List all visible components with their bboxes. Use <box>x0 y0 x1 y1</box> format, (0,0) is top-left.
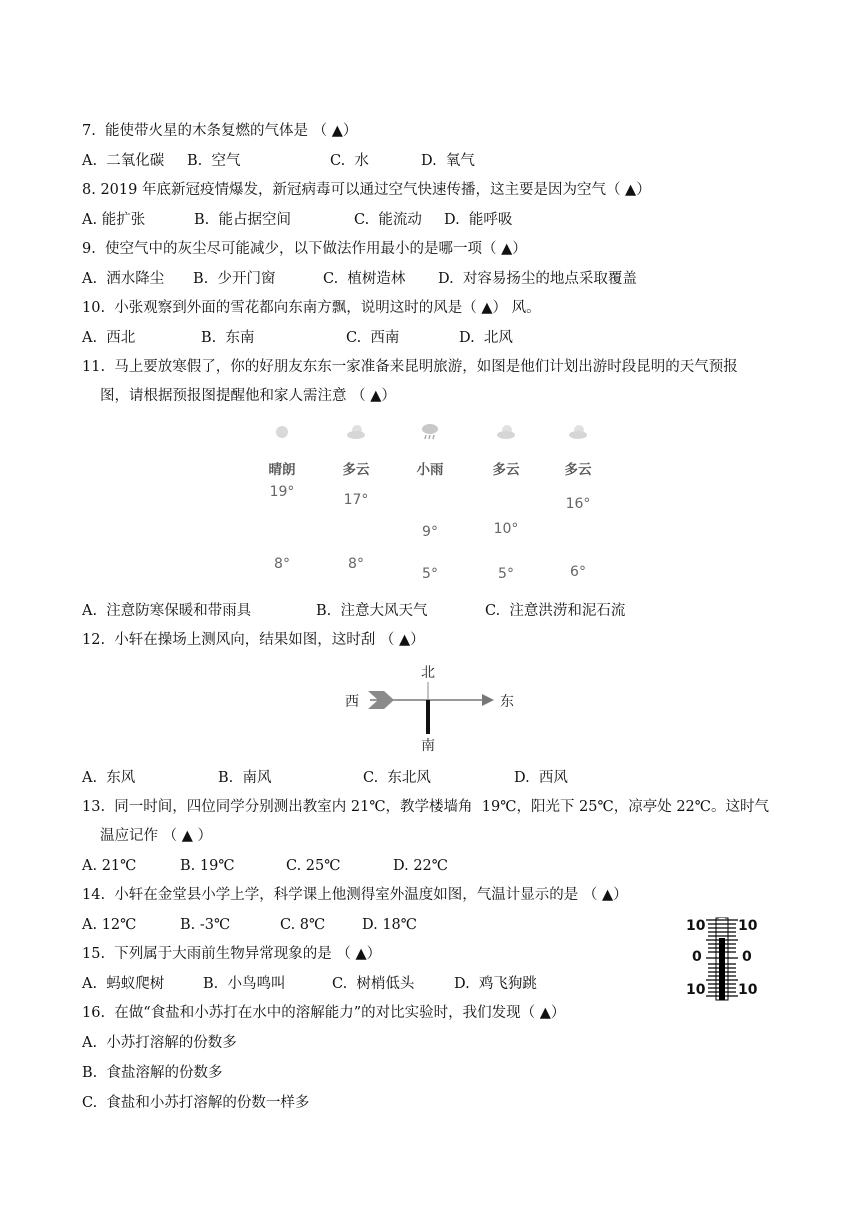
forecast-condition: 小雨 <box>416 462 444 478</box>
q15-option-b: B. 小鸟鸣叫 <box>203 976 286 992</box>
forecast-low: 8° <box>348 556 364 572</box>
compass-south-label: 南 <box>421 738 435 754</box>
q13-option-d: D. 22℃ <box>393 858 448 874</box>
q7-option-b: B. 空气 <box>187 153 241 169</box>
q12-option-a: A. 东风 <box>82 770 136 786</box>
q10-option-d: D. 北风 <box>459 330 513 346</box>
q16-option-a: A. 小苏打溶解的份数多 <box>82 1035 237 1051</box>
forecast-low: 5° <box>422 566 438 582</box>
forecast-condition: 晴朗 <box>268 462 296 478</box>
q12-option-c: C. 东北风 <box>363 770 431 786</box>
cloud-icon <box>566 420 590 442</box>
q11-option-b: B. 注意大风天气 <box>316 603 428 619</box>
question-9-stem: 9. 使空气中的灰尘尽可能减少，以下做法作用最小的是哪一项（ ▲） <box>82 241 527 257</box>
q16-option-b: B. 食盐溶解的份数多 <box>82 1065 223 1081</box>
thermo-label-mid-right: 0 <box>742 949 752 965</box>
q11-option-c: C. 注意洪涝和泥石流 <box>485 603 626 619</box>
q12-option-d: D. 西风 <box>514 770 568 786</box>
question-8-stem: 8. 2019 年底新冠疫情爆发，新冠病毒可以通过空气快速传播，这主要是因为空气（ ▲） <box>82 182 651 198</box>
forecast-high: 9° <box>422 524 438 540</box>
q11-option-a: A. 注意防寒保暖和带雨具 <box>82 603 252 619</box>
question-7-stem: 7. 能使带火星的木条复燃的气体是 （ ▲） <box>82 123 358 139</box>
q8-option-a: A. 能扩张 <box>82 212 146 228</box>
forecast-condition: 多云 <box>342 462 370 478</box>
sun-icon <box>270 420 294 442</box>
q14-option-b: B. -3℃ <box>180 917 231 933</box>
q14-option-a: A. 12℃ <box>82 917 137 933</box>
forecast-high: 19° <box>269 484 295 500</box>
q13-option-b: B. 19℃ <box>180 858 235 874</box>
wind-direction-figure <box>340 660 520 752</box>
q9-option-b: B. 少开门窗 <box>193 271 276 287</box>
q13-option-c: C. 25℃ <box>286 858 341 874</box>
q7-option-c: C. 水 <box>330 153 369 169</box>
forecast-high: 17° <box>343 492 369 508</box>
forecast-high: 16° <box>565 496 591 512</box>
q9-option-d: D. 对容易扬尘的地点采取覆盖 <box>438 271 637 287</box>
cloud-icon <box>344 420 368 442</box>
question-12-stem: 12. 小轩在操场上测风向，结果如图，这时刮 （ ▲） <box>82 632 425 648</box>
q9-option-a: A. 洒水降尘 <box>82 271 165 287</box>
q10-option-a: A. 西北 <box>82 330 136 346</box>
forecast-high: 10° <box>493 521 519 537</box>
compass-west-label: 西 <box>345 694 359 710</box>
compass-east-label: 东 <box>500 694 514 710</box>
thermo-label-top-right: 10 <box>738 918 758 934</box>
rain-icon <box>418 420 442 442</box>
cloud-icon <box>494 420 518 442</box>
q15-option-d: D. 鸡飞狗跳 <box>454 976 537 992</box>
thermometer-figure <box>686 916 758 1002</box>
question-10-stem: 10. 小张观察到外面的雪花都向东南方飘，说明这时的风是（ ▲） 风。 <box>82 300 541 316</box>
forecast-condition: 多云 <box>492 462 520 478</box>
q13-option-a: A. 21℃ <box>82 858 137 874</box>
question-16-stem: 16. 在做“食盐和小苏打在水中的溶解能力”的对比实验时，我们发现（ ▲） <box>82 1005 566 1021</box>
question-13-stem-line2: 温应记作 （ ▲ ） <box>100 828 212 844</box>
q14-option-c: C. 8℃ <box>280 917 326 933</box>
thermo-label-top-left: 10 <box>686 918 706 934</box>
forecast-low: 8° <box>274 556 290 572</box>
forecast-low: 5° <box>498 566 514 582</box>
q7-option-a: A. 二氧化碳 <box>82 153 165 169</box>
question-14-stem: 14. 小轩在金堂县小学上学，科学课上他测得室外温度如图，气温计显示的是 （ ▲） <box>82 887 628 903</box>
q10-option-c: C. 西南 <box>346 330 400 346</box>
q7-option-d: D. 氧气 <box>421 153 475 169</box>
q8-option-c: C. 能流动 <box>354 212 422 228</box>
question-11-stem-line1: 11. 马上要放寒假了，你的好朋友东东一家准备来昆明旅游，如图是他们计划出游时段昆明的天气预报 <box>82 359 738 375</box>
q15-option-a: A. 蚂蚁爬树 <box>82 976 165 992</box>
q12-option-b: B. 南风 <box>218 770 272 786</box>
thermo-label-bottom-right: 10 <box>738 982 758 998</box>
q14-option-d: D. 18℃ <box>362 917 417 933</box>
q8-option-d: D. 能呼吸 <box>444 212 513 228</box>
q9-option-c: C. 植树造林 <box>323 271 406 287</box>
compass-north-label: 北 <box>421 665 435 681</box>
weather-forecast-figure <box>240 420 620 590</box>
question-15-stem: 15. 下列属于大雨前生物异常现象的是 （ ▲） <box>82 946 382 962</box>
q16-option-c: C. 食盐和小苏打溶解的份数一样多 <box>82 1095 310 1111</box>
forecast-condition: 多云 <box>564 462 592 478</box>
q15-option-c: C. 树梢低头 <box>332 976 415 992</box>
forecast-low: 6° <box>570 564 586 580</box>
question-13-stem-line1: 13. 同一时间，四位同学分别测出教室内 21℃，教学楼墙角 19℃，阳光下 25℃，凉亭处 22℃。这时气 <box>82 799 770 815</box>
thermo-label-bottom-left: 10 <box>686 982 706 998</box>
q8-option-b: B. 能占据空间 <box>194 212 291 228</box>
question-11-stem-line2: 图，请根据预报图提醒他和家人需注意 （ ▲） <box>100 388 396 404</box>
thermo-label-mid-left: 0 <box>692 949 702 965</box>
q10-option-b: B. 东南 <box>201 330 255 346</box>
